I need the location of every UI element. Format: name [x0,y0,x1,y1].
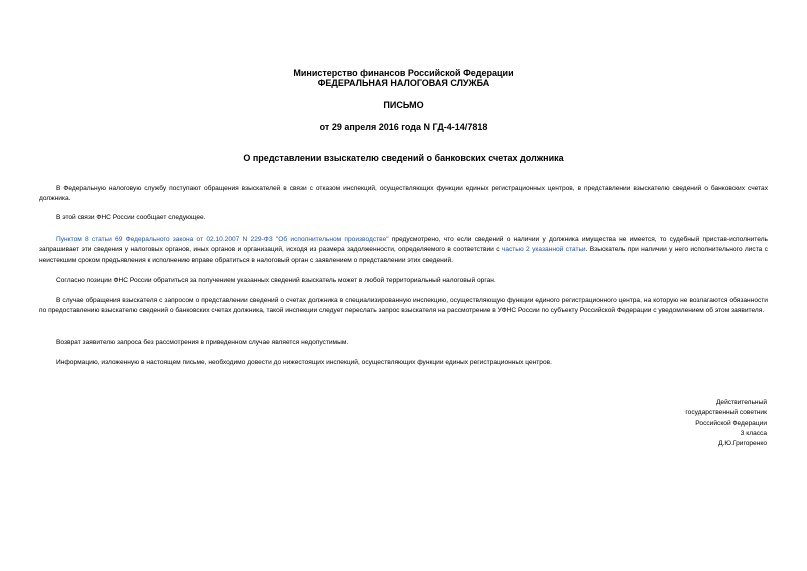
signature-title-3: Российской Федерации [695,419,767,427]
paragraph-3 [39,235,768,266]
signature-title-1: Действительный [715,399,767,406]
document-date-number: от 29 апреля 2016 года N ГД-4-14/7818 [319,122,488,132]
law-article-link[interactable]: Пунктом 8 статьи 69 Федерального закона от 02.10.2007 N 229-ФЗ "Об исполнительном производстве" [56,236,389,243]
paragraph-1: В Федеральную налоговую службу поступают обращения взыскателей в связи с отказом инспекций, осуществляющих функции единых регистрационных центров, в представлении взыскателю сведений о банковских счетах должника. [39,185,768,203]
paragraph-2: В этой связи ФНС России сообщает следующее. [56,214,206,221]
paragraph-5: В случае обращения взыскателя с запросом о представлении сведений о счетах должника в специализированную инспекцию, осуществляющую функции единого регистрационного центра, на которую не возлагаются обязанности по предоставлению взыскателю сведений о банковских счетах должника, такой инспекции следует переслать запрос взыскателя на рассмотрение в УФНС России по субъекту Российской Федерации с уведомлением об этом заявителя. [39,297,768,315]
signature-title-4: 3 класса [740,429,767,437]
paragraph-4: Согласно позиции ФНС России обратиться за получением указанных сведений взыскатель может в любой территориальный налоговый орган. [56,277,496,284]
document-type: ПИСЬМО [383,100,424,110]
paragraph-7: Информацию, изложенную в настоящем письме, необходимо довести до нижестоящих инспекций, осуществляющих функции единых регистрационных центров. [56,359,552,366]
paragraph-3-text-a: предусмотрено, что если сведений о наличии у должника имущества не имеется, то судебный пристав-исполнитель запрашивает эти сведения у налоговых органов, иных органов и организаций, исходя из размера задолженности, определяемого в соответствии с [39,236,768,254]
document-subject: О представлении взыскателю сведений о банковских счетах должника [243,153,564,163]
service-name: ФЕДЕРАЛЬНАЯ НАЛОГОВАЯ СЛУЖБА [317,78,490,88]
paragraph-3-text-b: . Взыскатель при наличии у него исполнительного листа с неистекшим сроком предъявления к исполнению вправе обратиться в налоговый орган с заявлением о представлении этих сведений. [39,246,768,264]
signatory-name: Д.Ю.Григоренко [718,440,767,448]
signature-title-2: государственный советник [685,409,767,417]
paragraph-6: Возврат заявителю запроса без рассмотрения в приведенном случае является недопустимым. [56,339,349,346]
ministry-name: Министерство финансов Российской Федерации [293,68,514,78]
article-part-link[interactable]: частью 2 указанной статьи [501,246,586,254]
signature-block [685,398,767,449]
